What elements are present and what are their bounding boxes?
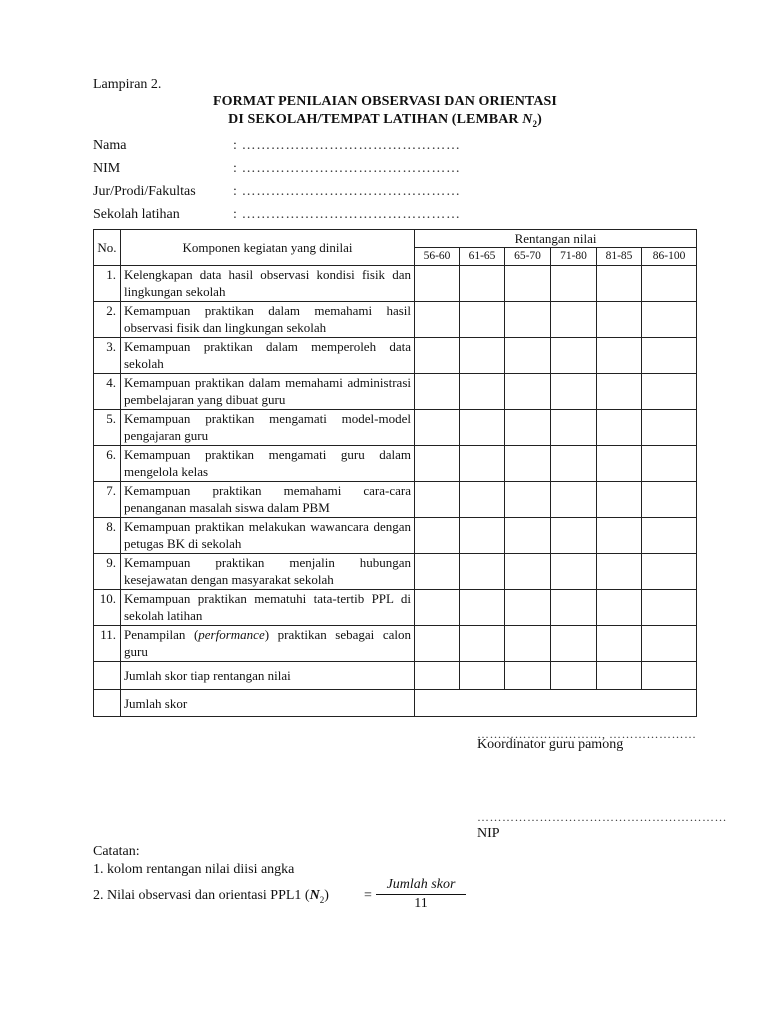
score-cell[interactable]: [415, 302, 460, 338]
score-fraction: [376, 877, 466, 912]
row-number: 4.: [94, 374, 121, 410]
row-number: 7.: [94, 482, 121, 518]
score-cell[interactable]: [597, 374, 642, 410]
table-row: [94, 338, 697, 374]
nip-label: NIP: [477, 826, 500, 841]
score-cell[interactable]: [642, 302, 697, 338]
appendix-label: Lampiran 2.: [93, 77, 162, 92]
title-line2-variable: N: [522, 112, 533, 127]
score-cell[interactable]: [597, 590, 642, 626]
score-cell[interactable]: [505, 302, 551, 338]
score-cell[interactable]: [505, 554, 551, 590]
note-item-1: 1. kolom rentangan nilai diisi angka: [93, 862, 295, 877]
table-row: [94, 302, 697, 338]
form-title-line2: [93, 112, 677, 129]
score-cell[interactable]: [460, 266, 505, 302]
table-row: [94, 626, 697, 662]
score-cell[interactable]: [460, 482, 505, 518]
sum-total-row: [94, 690, 697, 717]
row-component: [121, 626, 415, 662]
field-label: Jur/Prodi/Fakultas: [93, 184, 196, 199]
score-cell[interactable]: [642, 482, 697, 518]
field-label: Nama: [93, 138, 127, 153]
row-number: 2.: [94, 302, 121, 338]
range-header: 65-70: [505, 248, 551, 266]
table-row: [94, 554, 697, 590]
score-cell[interactable]: [460, 662, 505, 690]
row-component: Kemampuan praktikan mematuhi tata-tertib PPL di sekolah latihan: [121, 590, 415, 626]
notes-title: Catatan:: [93, 844, 140, 859]
score-cell[interactable]: [551, 518, 597, 554]
score-cell[interactable]: [597, 626, 642, 662]
score-cell[interactable]: [597, 482, 642, 518]
score-cell[interactable]: [415, 374, 460, 410]
table-row: [94, 446, 697, 482]
signatory-role: Koordinator guru pamong: [477, 737, 624, 752]
score-cell[interactable]: [551, 662, 597, 690]
score-cell[interactable]: [415, 662, 460, 690]
score-cell[interactable]: [642, 554, 697, 590]
score-cell[interactable]: [460, 518, 505, 554]
row-component: Kemampuan praktikan mengamati model-model pengajaran guru: [121, 410, 415, 446]
score-cell[interactable]: [460, 554, 505, 590]
row-number: 11.: [94, 626, 121, 662]
note-item-2: [93, 888, 329, 905]
score-cell[interactable]: [415, 626, 460, 662]
score-cell[interactable]: [642, 518, 697, 554]
table-row: [94, 374, 697, 410]
table-row: [94, 410, 697, 446]
score-cell[interactable]: [505, 374, 551, 410]
table-row: [94, 590, 697, 626]
empty-cell: [94, 690, 121, 717]
score-cell[interactable]: [505, 266, 551, 302]
title-line2-subscript: 2: [532, 118, 538, 129]
field-label: Sekolah latihan: [93, 207, 180, 222]
score-cell[interactable]: [551, 374, 597, 410]
score-cell[interactable]: [415, 446, 460, 482]
empty-cell: [94, 662, 121, 690]
field-dots[interactable]: : ………………………………………: [233, 207, 461, 222]
score-cell[interactable]: [551, 626, 597, 662]
score-cell[interactable]: [642, 374, 697, 410]
row-number: 9.: [94, 554, 121, 590]
table-row: [94, 482, 697, 518]
note2-subscript: 2: [319, 894, 325, 905]
score-cell[interactable]: [460, 338, 505, 374]
note2-prefix: 2. Nilai observasi dan orientasi PPL1 (: [93, 888, 310, 903]
row-number: 1.: [94, 266, 121, 302]
range-header: 56-60: [415, 248, 460, 266]
table-row: [94, 266, 697, 302]
score-cell[interactable]: [642, 410, 697, 446]
range-header: 81-85: [597, 248, 642, 266]
row-number: 5.: [94, 410, 121, 446]
score-cell[interactable]: [551, 338, 597, 374]
sum-per-range-row: [94, 662, 697, 690]
score-cell[interactable]: [551, 410, 597, 446]
field-dots[interactable]: : ………………………………………: [233, 138, 461, 153]
fraction-numerator: Jumlah skor: [376, 877, 466, 895]
score-cell[interactable]: [551, 302, 597, 338]
score-cell[interactable]: [460, 626, 505, 662]
equals-sign: =: [364, 888, 372, 903]
range-header: 71-80: [551, 248, 597, 266]
row-component: Kemampuan praktikan dalam memperoleh data sekolah: [121, 338, 415, 374]
title-line2-prefix: DI SEKOLAH/TEMPAT LATIHAN (LEMBAR: [228, 112, 523, 127]
range-header: 61-65: [460, 248, 505, 266]
score-cell[interactable]: [505, 518, 551, 554]
fraction-denominator: 11: [414, 896, 428, 911]
score-cell[interactable]: [642, 266, 697, 302]
row-component: Kemampuan praktikan dalam memahami administrasi pembelajaran yang dibuat guru: [121, 374, 415, 410]
row-component: Kemampuan praktikan memahami cara-cara penanganan masalah siswa dalam PBM: [121, 482, 415, 518]
score-cell[interactable]: [597, 662, 642, 690]
score-cell[interactable]: [642, 338, 697, 374]
score-cell[interactable]: [597, 446, 642, 482]
field-dots[interactable]: : ………………………………………: [233, 184, 461, 199]
row-component: Kemampuan praktikan dalam memahami hasil observasi fisik dan lingkungan sekolah: [121, 302, 415, 338]
score-cell[interactable]: [642, 446, 697, 482]
score-cell[interactable]: [415, 518, 460, 554]
score-cell[interactable]: [460, 446, 505, 482]
score-cell[interactable]: [505, 590, 551, 626]
header-range: Rentangan nilai: [415, 230, 697, 248]
score-cell[interactable]: [642, 626, 697, 662]
score-cell[interactable]: [505, 482, 551, 518]
score-cell[interactable]: [415, 338, 460, 374]
score-cell[interactable]: [460, 590, 505, 626]
range-header: 86-100: [642, 248, 697, 266]
row11-italic: performance: [198, 627, 265, 642]
score-cell[interactable]: [460, 410, 505, 446]
score-cell[interactable]: [415, 482, 460, 518]
field-dots[interactable]: : ………………………………………: [233, 161, 461, 176]
score-cell[interactable]: [505, 338, 551, 374]
sum-per-range-label: Jumlah skor tiap rentangan nilai: [121, 662, 415, 690]
score-cell[interactable]: [551, 482, 597, 518]
score-cell[interactable]: [597, 302, 642, 338]
score-cell[interactable]: [460, 374, 505, 410]
score-cell[interactable]: [597, 518, 642, 554]
row11-prefix: Penampilan (: [124, 627, 199, 642]
score-cell[interactable]: [642, 590, 697, 626]
sum-total-label: Jumlah skor: [121, 690, 415, 717]
score-cell[interactable]: [505, 410, 551, 446]
row-number: 3.: [94, 338, 121, 374]
score-cell[interactable]: [415, 266, 460, 302]
table-row: [94, 518, 697, 554]
form-title-line1: FORMAT PENILAIAN OBSERVASI DAN ORIENTASI: [213, 94, 557, 109]
score-cell[interactable]: [415, 410, 460, 446]
row-component: Kemampuan praktikan mengamati guru dalam mengelola kelas: [121, 446, 415, 482]
note2-suffix: ): [324, 888, 329, 903]
total-score-cell[interactable]: [415, 690, 697, 717]
score-cell[interactable]: [415, 590, 460, 626]
row-number: 8.: [94, 518, 121, 554]
score-cell[interactable]: [551, 446, 597, 482]
row-component: Kemampuan praktikan melakukan wawancara dengan petugas BK di sekolah: [121, 518, 415, 554]
header-component: Komponen kegiatan yang dinilai: [121, 230, 415, 266]
field-label: NIM: [93, 161, 121, 176]
score-cell[interactable]: [597, 554, 642, 590]
header-no: No.: [94, 230, 121, 266]
score-cell[interactable]: [597, 266, 642, 302]
score-cell[interactable]: [505, 626, 551, 662]
row-number: 10.: [94, 590, 121, 626]
score-cell[interactable]: [460, 302, 505, 338]
score-cell[interactable]: [551, 590, 597, 626]
row11-suffix: ) praktikan sebagai calon guru: [124, 627, 411, 659]
score-cell[interactable]: [597, 410, 642, 446]
title-line2-suffix: ): [537, 112, 542, 127]
row-component: Kelengkapan data hasil observasi kondisi fisik dan lingkungan sekolah: [121, 266, 415, 302]
date-place-dots[interactable]: …………………………, …………………: [477, 727, 697, 741]
score-cell[interactable]: [597, 338, 642, 374]
score-cell[interactable]: [505, 662, 551, 690]
row-component: Kemampuan praktikan menjalin hubungan kesejawatan dengan masyarakat sekolah: [121, 554, 415, 590]
score-cell[interactable]: [551, 554, 597, 590]
note2-variable: N: [309, 888, 320, 903]
assessment-table: [93, 229, 697, 717]
score-cell[interactable]: [505, 446, 551, 482]
score-cell[interactable]: [551, 266, 597, 302]
score-cell[interactable]: [642, 662, 697, 690]
score-cell[interactable]: [415, 554, 460, 590]
row-number: 6.: [94, 446, 121, 482]
signature-dots[interactable]: ……………………………………………………: [477, 810, 727, 824]
